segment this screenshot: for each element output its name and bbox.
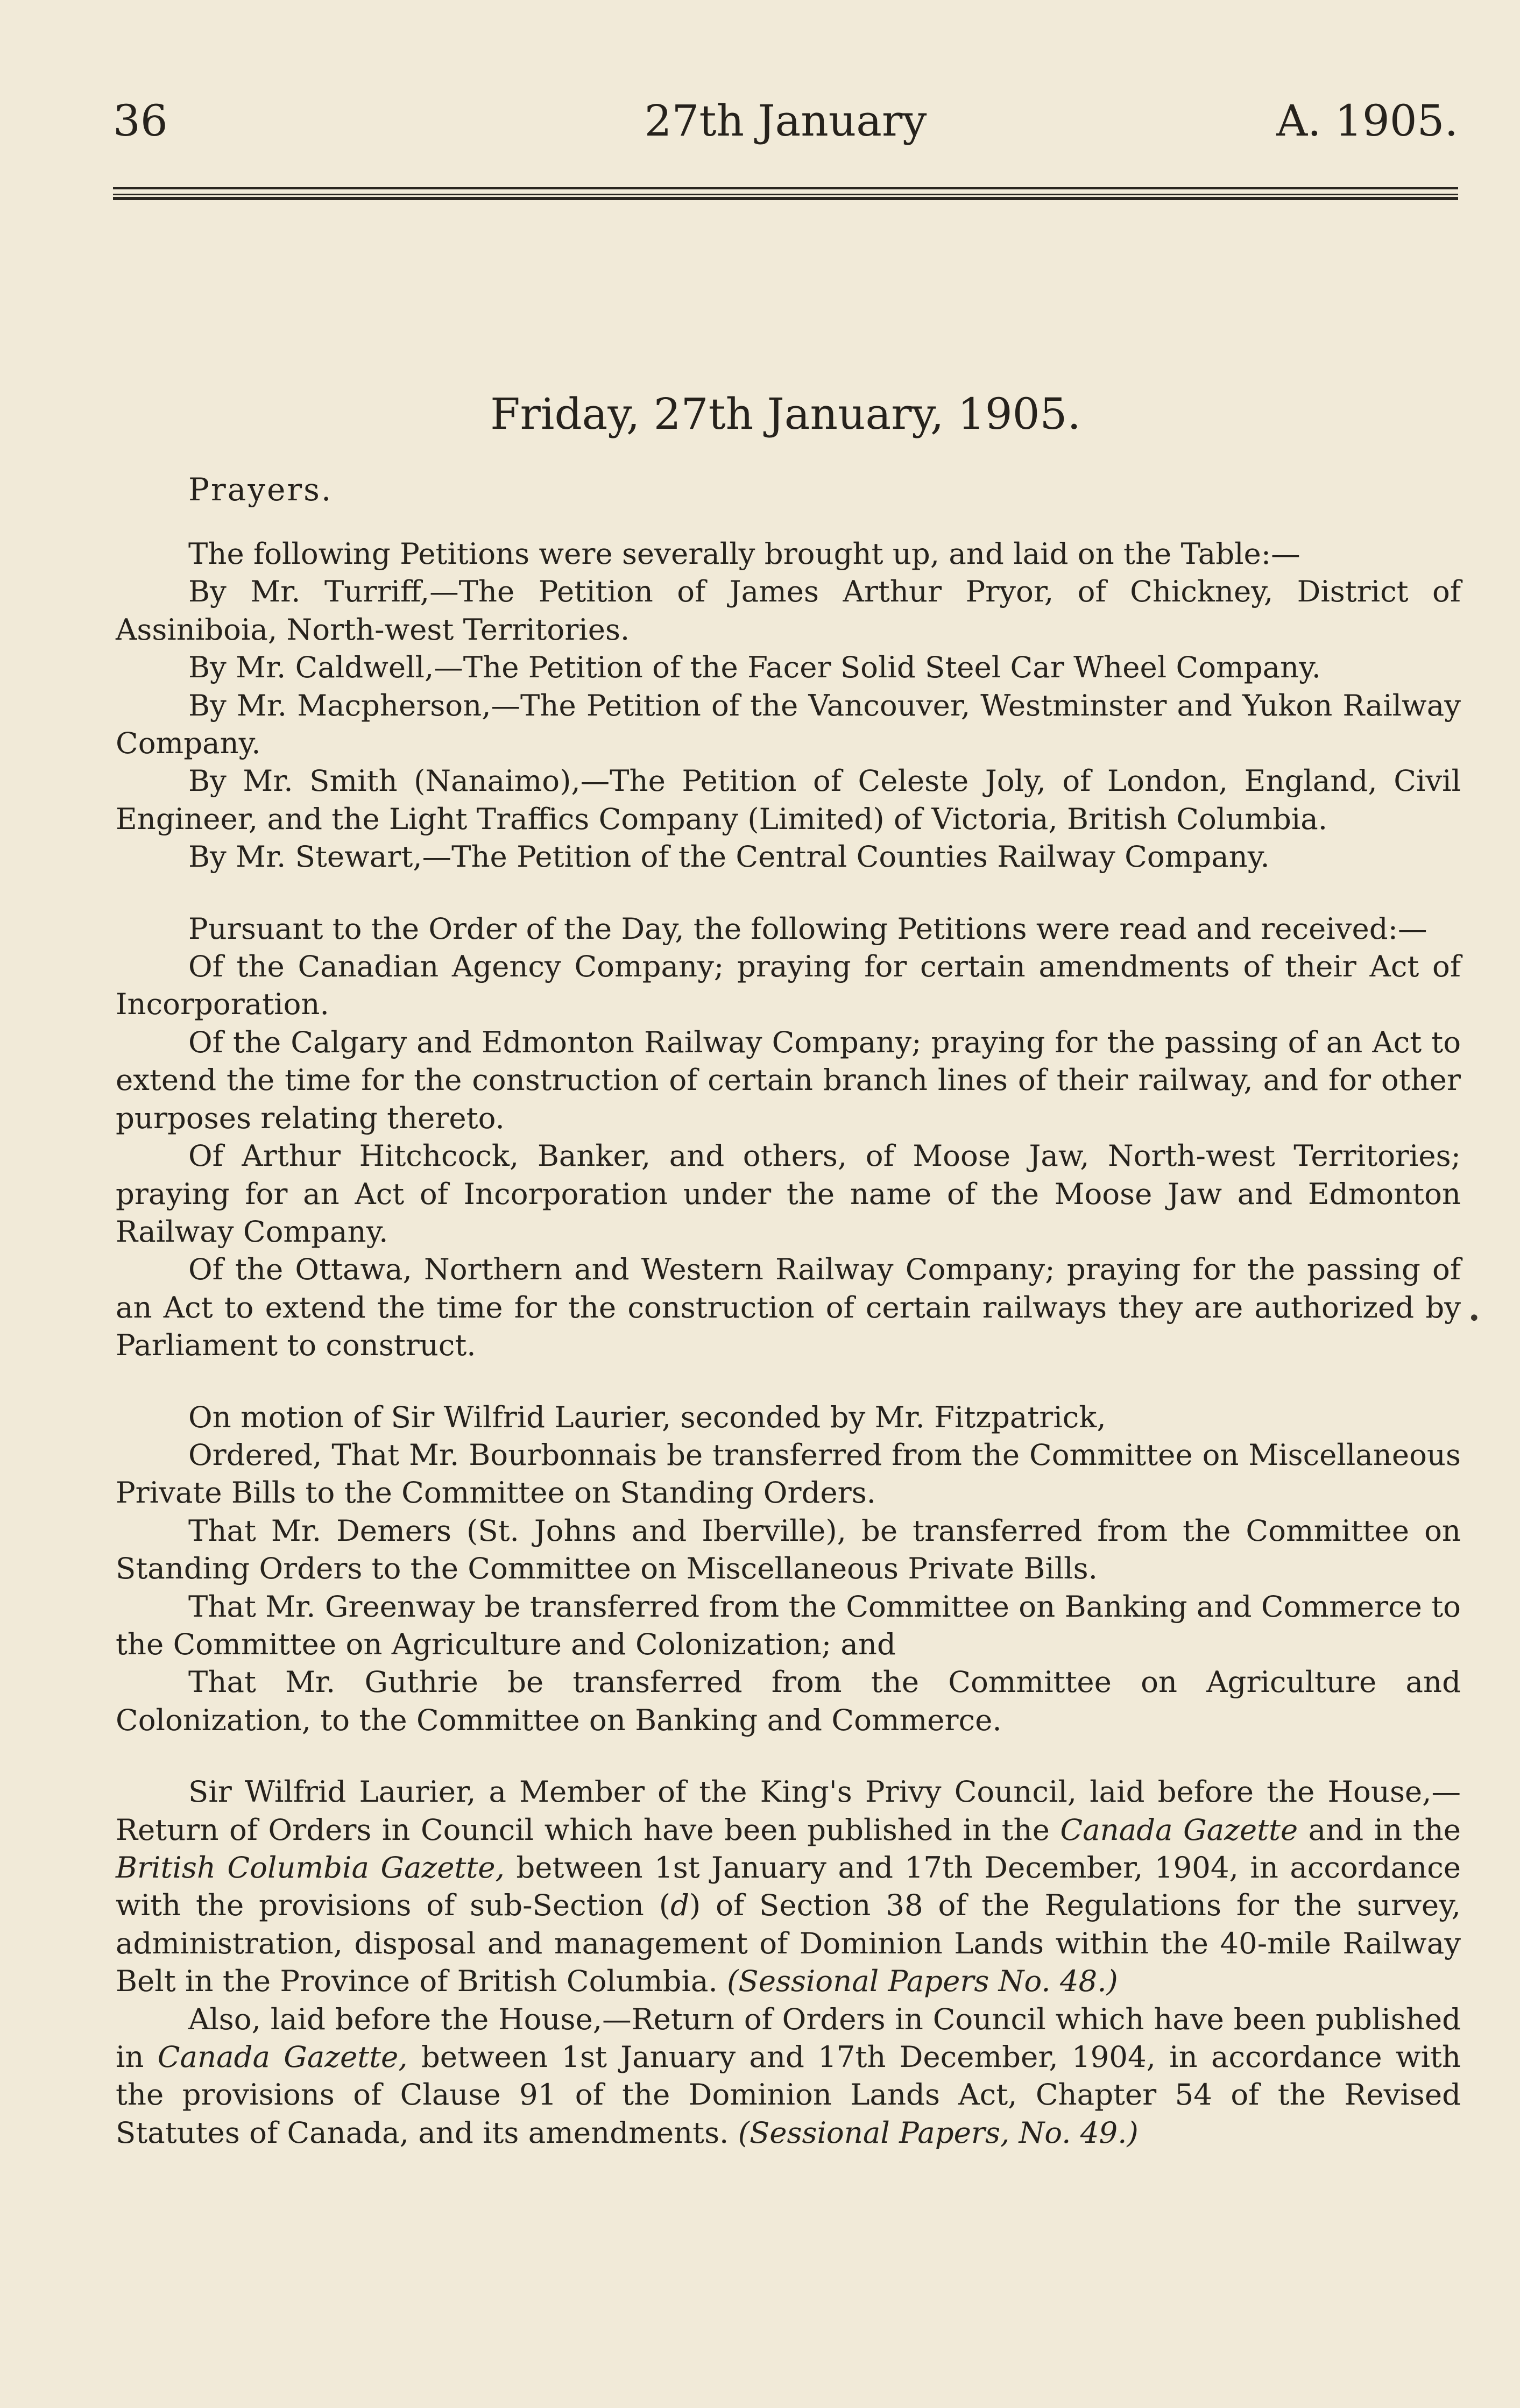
sitting-date-heading: Friday, 27th January, 1905. — [490, 389, 1081, 439]
paragraph-canadian-agency: Of the Canadian Agency Company; praying for certain amendments of their Act of Incorporation. — [116, 949, 1461, 1022]
prayers-label: Prayers. — [188, 471, 333, 508]
italic-run: Canada Gazette, — [157, 2039, 408, 2074]
paragraph-guthrie: That Mr. Guthrie be transferred from the Committee on Agriculture and Colonization, to the Committee on Banking and Commerce. — [116, 1665, 1461, 1737]
italic-run: Canada Gazette — [1060, 1812, 1298, 1847]
paragraph-petition-macpherson: By Mr. Macpherson,—The Petition of the Vancouver, Westminster and Yukon Railway Company. — [116, 688, 1461, 761]
running-head — [113, 91, 1458, 151]
running-head-date: 27th January — [644, 96, 927, 146]
proceedings-text — [116, 535, 1461, 2151]
paragraph-ottawa-northern: Of the Ottawa, Northern and Western Railway Company; praying for the passing of an Act to extend the time for the construction of certain railways they are authorized by Parliament to construct. — [116, 1252, 1461, 1363]
paragraph-greenway: That Mr. Greenway be transferred from the Committee on Banking and Commerce to the Committee on Agriculture and Colonization; and — [116, 1589, 1461, 1661]
paragraph-petition-stewart: By Mr. Stewart,—The Petition of the Central Counties Railway Company. — [188, 839, 1270, 874]
page-number: 36 — [113, 96, 168, 146]
paragraph-motion: On motion of Sir Wilfrid Laurier, seconded by Mr. Fitzpatrick, — [188, 1399, 1106, 1434]
text-run: ) of Section 38 of the Regulations for the survey, administration, disposal and management of Dominion Lands within the 40-mile Railway Belt in the Province of British Columbia. — [116, 1888, 1461, 1999]
italic-run: d — [670, 1888, 689, 1923]
paragraph-laurier-return — [116, 1773, 1461, 2000]
paragraph-petitions-intro: The following Petitions were severally brought up, and laid on the Table:— — [188, 536, 1300, 571]
text-run: between 1st January and 17th December, 1904, in accordance with the provisions of Clause 91 of the Dominion Lands Act, Chapter 54 of the Revised Statutes of Canada, and its amendments. — [116, 2039, 1461, 2150]
text-run: Also, laid before the House,—Return of Orders in Council which have been published in — [116, 2001, 1461, 2074]
paragraph-demers: That Mr. Demers (St. Johns and Iberville), be transferred from the Committee on Standing Orders to the Committee on Miscellaneous Private Bills. — [116, 1513, 1461, 1586]
text-run: between 1st January and 17th December, 1904, in accordance with the provisions of sub-Section ( — [116, 1850, 1461, 1923]
paragraph-petition-caldwell: By Mr. Caldwell,—The Petition of the Facer Solid Steel Car Wheel Company. — [188, 650, 1321, 685]
paragraph-bourbonnais: Ordered, That Mr. Bourbonnais be transferred from the Committee on Miscellaneous Private Bills to the Committee on Standing Orders. — [116, 1437, 1461, 1510]
text-run: and in the — [1298, 1812, 1461, 1847]
text-run: Sir Wilfrid Laurier, a Member of the King's Privy Council, laid before the House,—Return of Orders in Council which have been published in the — [116, 1774, 1461, 1847]
sessional-paper-ref: (Sessional Papers, No. 49.) — [738, 2115, 1139, 2150]
sessional-paper-ref: (Sessional Papers No. 48.) — [727, 1964, 1118, 1999]
paragraph-hitchcock: Of Arthur Hitchcock, Banker, and others, of Moose Jaw, North-west Territories; praying for an Act of Incorporation under the name of the Moose Jaw and Edmonton Railway Company. — [116, 1138, 1461, 1249]
print-speck: • — [1468, 1306, 1481, 1331]
italic-run: British Columbia Gazette, — [116, 1850, 505, 1885]
paragraph-petition-turriff: By Mr. Turriff,—The Petition of James Arthur Pryor, of Chickney, District of Assiniboia, North-west Territories. — [116, 574, 1461, 647]
paragraph-petition-smith: By Mr. Smith (Nanaimo),—The Petition of Celeste Joly, of London, England, Civil Engineer, and the Light Traffics Company (Limited) of Victoria, British Columbia. — [116, 763, 1461, 836]
running-head-year: A. 1905. — [1276, 96, 1458, 146]
header-rule — [113, 187, 1458, 200]
paragraph-order-of-day: Pursuant to the Order of the Day, the following Petitions were read and received:— — [188, 911, 1427, 946]
paragraph-calgary-edmonton: Of the Calgary and Edmonton Railway Company; praying for the passing of an Act to extend the time for the construction of certain branch lines of their railway, and for other purposes relating thereto. — [116, 1024, 1461, 1135]
paragraph-also-laid — [116, 2000, 1461, 2152]
